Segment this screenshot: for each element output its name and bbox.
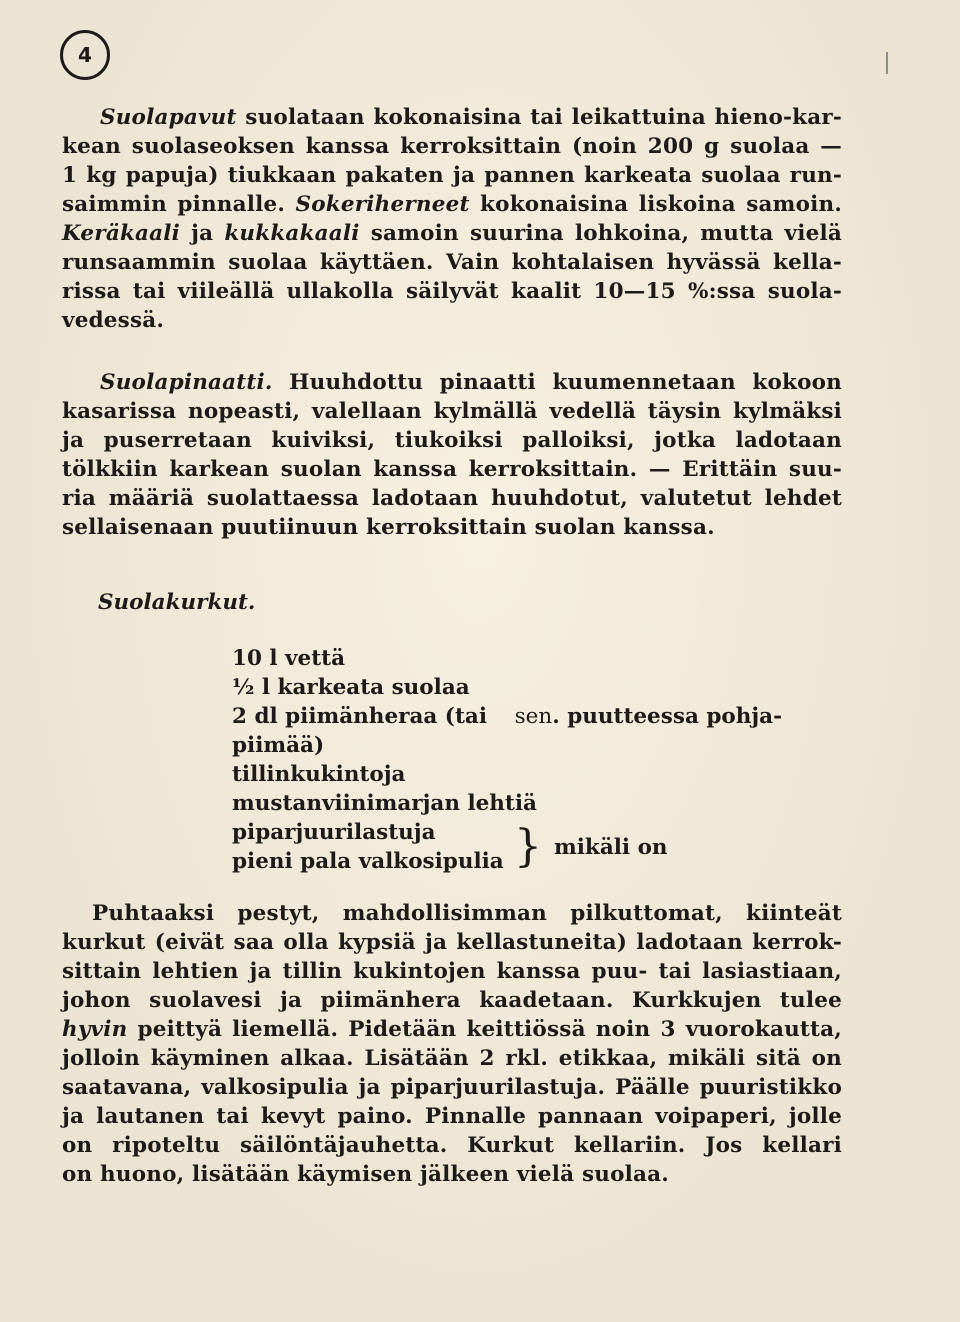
text-line xyxy=(62,1015,842,1044)
ingredient-item: mustanviinimarjan lehtiä xyxy=(232,791,537,816)
text-segment: saimmin pinnalle. xyxy=(62,192,296,217)
text-line: jolloin käyminen alkaa. Lisätään 2 rkl. etikkaa, mikäli sitä on xyxy=(62,1046,842,1071)
text-line: sellaisenaan puutiinuun kerroksittain suolan kanssa. xyxy=(62,515,715,540)
text-line: sittain lehtien ja tillin kukintojen kanssa puu- tai lasiastiaan, xyxy=(62,959,842,984)
text-segment: 2 dl piimänheraa (tai xyxy=(232,704,487,729)
text-line: 1 kg papuja) tiukkaan pakaten ja pannen karkeata suolaa run- xyxy=(62,163,842,188)
brace-note: mikäli on xyxy=(554,835,668,860)
italic-term: Sokeriherneet xyxy=(295,192,470,217)
text-line xyxy=(62,190,842,219)
text-line: ja puserretaan kuiviksi, tiukoiksi palloiksi, jotka ladotaan xyxy=(62,428,842,453)
ingredient-item xyxy=(232,702,782,731)
text-segment: ja xyxy=(180,221,225,246)
text-line: runsaammin suolaa käyttäen. Vain kohtalaisen hyvässä kella- xyxy=(62,250,842,275)
text-line xyxy=(62,219,842,248)
text-line: tölkkiin karkean suolan kanssa kerroksittain. — Erittäin suu- xyxy=(62,457,842,482)
paragraph-suolapinaatti xyxy=(62,368,842,542)
paragraph-instructions xyxy=(62,899,842,1189)
italic-term: kukkakaali xyxy=(224,221,360,246)
text-segment: peittyä liemellä. Pidetään keittiössä noin 3 vuorokautta, xyxy=(127,1017,842,1042)
margin-mark xyxy=(886,52,888,74)
page-number-badge xyxy=(60,30,110,80)
text-line: ria määriä suolattaessa ladotaan huuhdotut, valutetut lehdet xyxy=(62,486,842,511)
ingredient-item: 10 l vettä xyxy=(232,646,346,671)
italic-term: Keräkaali xyxy=(62,221,181,246)
text-segment: Huuhdottu pinaatti kuumennetaan kokoon xyxy=(272,370,842,395)
faint-text: sen xyxy=(514,704,553,729)
optional-items xyxy=(232,818,504,876)
ingredient-item: piparjuurilastuja xyxy=(232,820,436,845)
italic-term: Suolapavut xyxy=(100,105,237,130)
text-line: kurkut (eivät saa olla kypsiä ja kellastuneita) ladotaan kerrok- xyxy=(62,930,842,955)
brace-icon: } xyxy=(514,821,542,872)
text-segment: samoin suurina lohkoina, mutta vielä xyxy=(359,221,842,246)
text-line: Puhtaaksi pestyt, mahdollisimman pilkuttomat, kiinteät xyxy=(92,901,842,926)
text-segment: suolataan kokonaisina tai leikattuina hieno-kar- xyxy=(236,105,842,130)
text-line xyxy=(62,368,842,397)
text-line: saatavana, valkosipulia ja piparjuurilastuja. Päälle puuristikko xyxy=(62,1075,842,1100)
text-line: vedessä. xyxy=(62,308,165,333)
text-line: ja lautanen tai kevyt paino. Pinnalle pannaan voipaperi, jolle xyxy=(62,1104,842,1129)
text-line: kasarissa nopeasti, valellaan kylmällä vedellä täysin kylmäksi xyxy=(62,399,842,424)
page-number: 4 xyxy=(78,43,92,67)
paragraph-suolapavut xyxy=(62,103,842,335)
italic-term: Suolapinaatti. xyxy=(100,370,273,395)
text-segment xyxy=(515,702,782,731)
ingredient-item: pieni pala valkosipulia xyxy=(232,849,504,874)
recipe-title: Suolakurkut. xyxy=(98,590,256,615)
text-line: kean suolaseoksen kanssa kerroksittain (noin 200 g suolaa — xyxy=(62,134,842,159)
text-line: on ripoteltu säilöntäjauhetta. Kurkut kellariin. Jos kellari xyxy=(62,1133,842,1158)
ingredient-item: tillinkukintoja xyxy=(232,762,406,787)
ingredient-item: ½ l karkeata suolaa xyxy=(232,675,470,700)
italic-term: hyvin xyxy=(62,1017,128,1042)
text-segment: kokonaisina liskoina samoin. xyxy=(469,192,843,217)
text-line: johon suolavesi ja piimänhera kaadetaan. Kurkkujen tulee xyxy=(62,988,842,1013)
optional-ingredients xyxy=(232,818,782,876)
text-segment: . puutteessa pohja- xyxy=(552,704,782,729)
text-line xyxy=(62,103,842,132)
text-line: on huono, lisätään käymisen jälkeen vielä suolaa. xyxy=(62,1162,669,1187)
text-line: rissa tai viileällä ullakolla säilyvät kaalit 10—15 %:ssa suola- xyxy=(62,279,842,304)
ingredient-list xyxy=(232,644,782,876)
ingredient-item-continuation: piimää) xyxy=(232,733,325,758)
